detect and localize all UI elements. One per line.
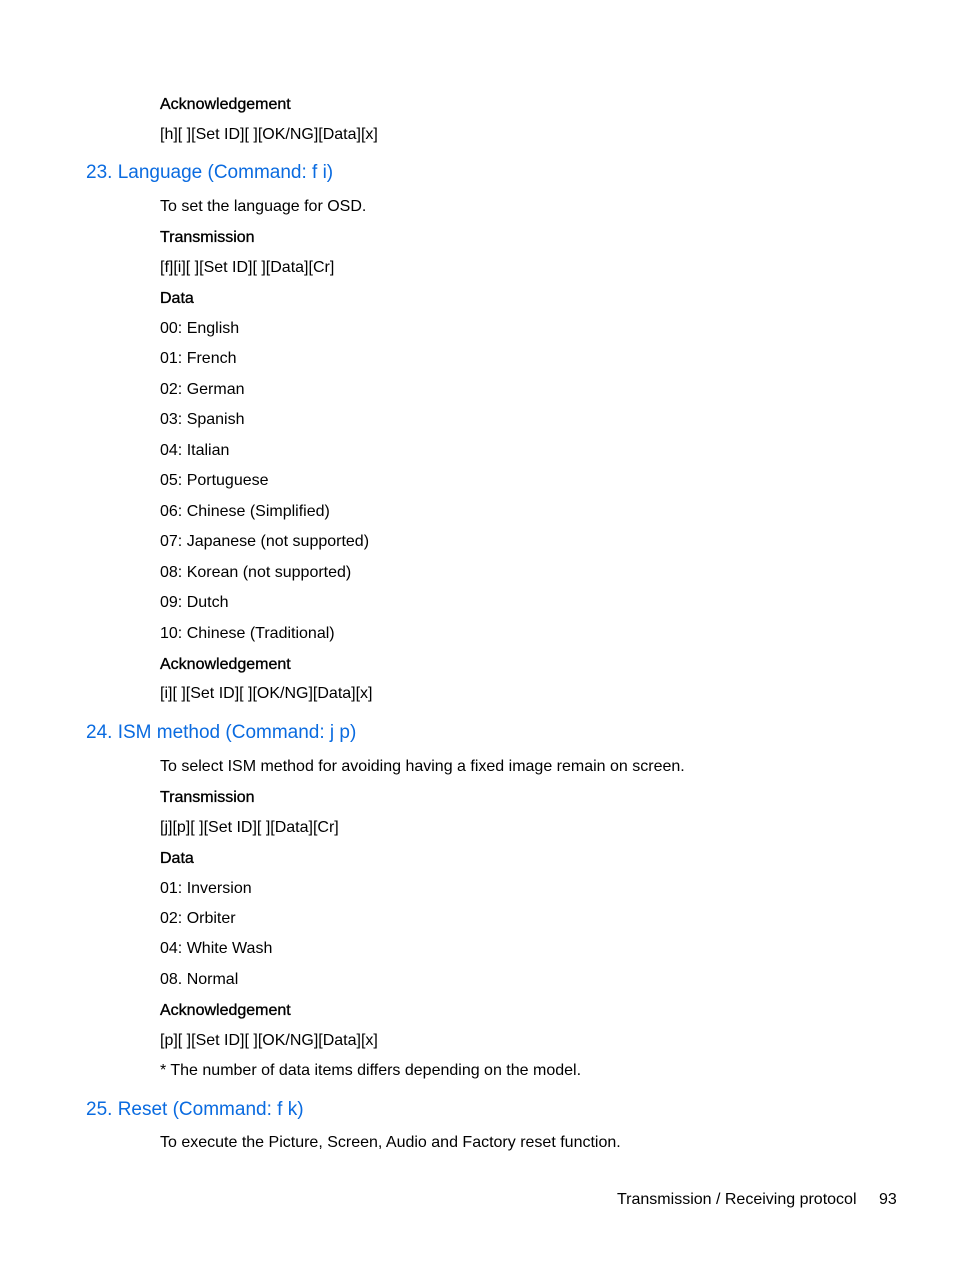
data-item: 03: Spanish	[160, 411, 245, 428]
data-item: 06: Chinese (Simplified)	[160, 503, 330, 520]
section-description: To select ISM method for avoiding having a fixed image remain on screen.	[160, 758, 685, 775]
ack-value: [p][ ][Set ID][ ][OK/NG][Data][x]	[160, 1032, 378, 1049]
ack-value: [i][ ][Set ID][ ][OK/NG][Data][x]	[160, 685, 373, 702]
section-heading-reset: 25. Reset (Command: f k)	[86, 1099, 304, 1120]
transmission-value: [f][i][ ][Set ID][ ][Data][Cr]	[160, 259, 335, 276]
data-item: 01: French	[160, 350, 237, 367]
section-description: To execute the Picture, Screen, Audio and Factory reset function.	[160, 1134, 621, 1151]
ack-label: Acknowledgement	[160, 656, 291, 673]
data-item: 00: English	[160, 320, 240, 337]
data-item: 08. Normal	[160, 971, 239, 988]
ack-label: Acknowledgement	[160, 96, 291, 113]
data-item: 04: White Wash	[160, 940, 273, 957]
data-item: 08: Korean (not supported)	[160, 564, 352, 581]
data-item: 02: Orbiter	[160, 910, 236, 927]
data-item: 07: Japanese (not supported)	[160, 533, 370, 550]
data-item: 05: Portuguese	[160, 472, 269, 489]
data-item: 02: German	[160, 381, 245, 398]
data-item: 09: Dutch	[160, 594, 229, 611]
section-heading-language: 23. Language (Command: f i)	[86, 162, 334, 183]
footnote: * The number of data items differs depending on the model.	[160, 1062, 582, 1079]
data-item: 01: Inversion	[160, 880, 252, 897]
data-label: Data	[160, 850, 194, 867]
section-heading-ism-method: 24. ISM method (Command: j p)	[86, 722, 357, 743]
section-description: To set the language for OSD.	[160, 198, 367, 215]
footer-section-title: Transmission / Receiving protocol	[617, 1191, 857, 1208]
transmission-label: Transmission	[160, 789, 255, 806]
data-item: 10: Chinese (Traditional)	[160, 625, 335, 642]
transmission-value: [j][p][ ][Set ID][ ][Data][Cr]	[160, 819, 339, 836]
data-item: 04: Italian	[160, 442, 230, 459]
transmission-label: Transmission	[160, 229, 255, 246]
page-number: 93	[879, 1191, 897, 1208]
ack-value: [h][ ][Set ID][ ][OK/NG][Data][x]	[160, 126, 378, 143]
ack-label: Acknowledgement	[160, 1002, 291, 1019]
data-label: Data	[160, 290, 194, 307]
